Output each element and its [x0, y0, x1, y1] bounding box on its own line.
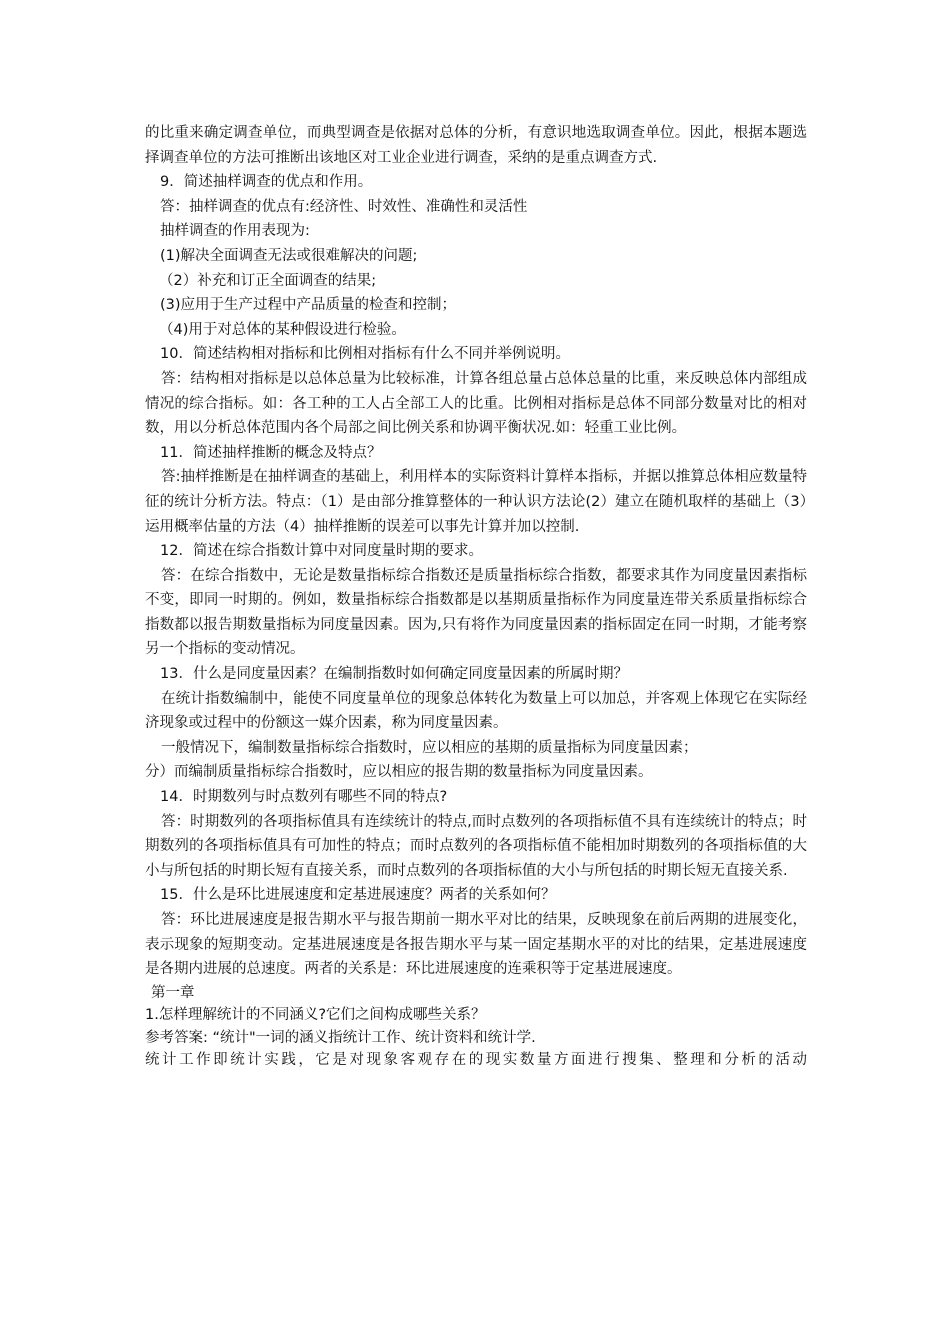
- answer-9-item-2: （2）补充和订正全面调查的结果;: [159, 272, 377, 289]
- answer-10: 答：结构相对指标是以总体总量为比较标准，计算各组总量占总体总量的比重，来反映总体内部组成情况的综合指标。如：各工种的工人占全部工人的比重。比例相对指标是总体不同部分数量对比的相对数，用以分析总体范围内各个局部之间比例关系和协调平衡状况.如：轻重工业比例。: [145, 370, 807, 437]
- answer-9-roles-intro: 抽样调查的作用表现为:: [160, 223, 310, 240]
- question-13: 13．什么是同度量因素？在编制指数时如何确定同度量因素的所属时期？: [160, 666, 628, 683]
- document-page: [145, 121, 807, 1072]
- chapter-heading: 第一章: [151, 984, 195, 1001]
- answer-12: 答：在综合指数中，无论是数量指标综合指数还是质量指标综合指数，都要求其作为同度量因素指标不变，即同一时期的。例如，数量指标综合指数都是以基期质量指标作为同度量连带关系质量指标综合指数都以报告期数量指标为同度量因素。因为,只有将作为同度量因素的指标固定在同一时期，才能考察另一个指标的变动情况。: [145, 567, 807, 658]
- answer-9-item-1: (1)解决全面调查无法或很难解决的问题;: [160, 247, 418, 264]
- chapter1-question-1: 1.怎样理解统计的不同涵义?它们之间构成哪些关系？: [145, 1007, 486, 1024]
- chapter1-answer-1: 参考答案: “统计"一词的涵义指统计工作、统计资料和统计学.: [145, 1029, 536, 1046]
- question-11: 11．简述抽样推断的概念及特点？: [160, 444, 382, 461]
- question-14: 14．时期数列与时点数列有哪些不同的特点?: [160, 789, 448, 806]
- answer-13-general: 一般情况下，编制数量指标综合指数时，应以相应的基期的质量指标为同度量因素；: [161, 739, 698, 756]
- answer-13-definition: 在统计指数编制中，能使不同度量单位的现象总体转化为数量上可以加总，并客观上体现它在实际经济现象或过程中的份额这一媒介因素，称为同度量因素。: [145, 690, 807, 732]
- question-15: 15．什么是环比进展速度和定基进展速度？两者的关系如何？: [160, 887, 556, 904]
- question-12: 12．简述在综合指数计算中对同度量时期的要求。: [160, 543, 483, 560]
- answer-11: 答:抽样推断是在抽样调查的基础上，利用样本的实际资料计算样本指标，并据以推算总体相应数量特征的统计分析方法。特点：（1）是由部分推算整体的一种认识方法论(2）建立在随机取样的基础上（3）运用概率估量的方法（4）抽样推断的误差可以事先计算并加以控制.: [145, 469, 807, 535]
- chapter1-answer-2: 统计工作即统计实践，它是对现象客观存在的现实数量方面进行搜集、整理和分析的活动: [145, 1052, 807, 1069]
- answer-14: 答：时期数列的各项指标值具有连续统计的特点,而时点数列的各项指标值不具有连续统计的特点；时期数列的各项指标值具有可加性的特点；而时点数列的各项指标值不能相加时期数列的各项指标值的大小与所包括的时期长短有直接关系，而时点数列的各项指标值的大小与所包括的时期长短无直接关系.: [145, 813, 807, 879]
- answer-9-item-3: (3)应用于生产过程中产品质量的检查和控制；: [160, 297, 457, 314]
- answer-9-item-4: （4)用于对总体的某种假设进行检验。: [159, 321, 406, 338]
- answer-15: 答：环比进展速度是报告期水平与报告期前一期水平对比的结果，反映现象在前后两期的进展变化，表示现象的短期变动。定基进展速度是各报告期水平与某一固定基期水平的对比的结果，定基进展速度是各期内进展的总速度。两者的关系是：环比进展速度的连乘积等于定基进展速度。: [145, 912, 807, 978]
- paragraph-intro: 的比重来确定调查单位，而典型调查是依据对总体的分析，有意识地选取调查单位。因此，根据本题选择调查单位的方法可推断出该地区对工业企业进行调查，采纳的是重点调查方式.: [145, 125, 807, 166]
- answer-9-advantages: 答：抽样调查的优点有:经济性、时效性、准确性和灵活性: [160, 198, 528, 215]
- answer-13-quality: 分）而编制质量指标综合指数时，应以相应的报告期的数量指标为同度量因素。: [145, 764, 653, 781]
- question-10: 10．简述结构相对指标和比例相对指标有什么不同并举例说明。: [160, 346, 570, 363]
- question-9: 9．简述抽样调查的优点和作用。: [160, 174, 373, 191]
